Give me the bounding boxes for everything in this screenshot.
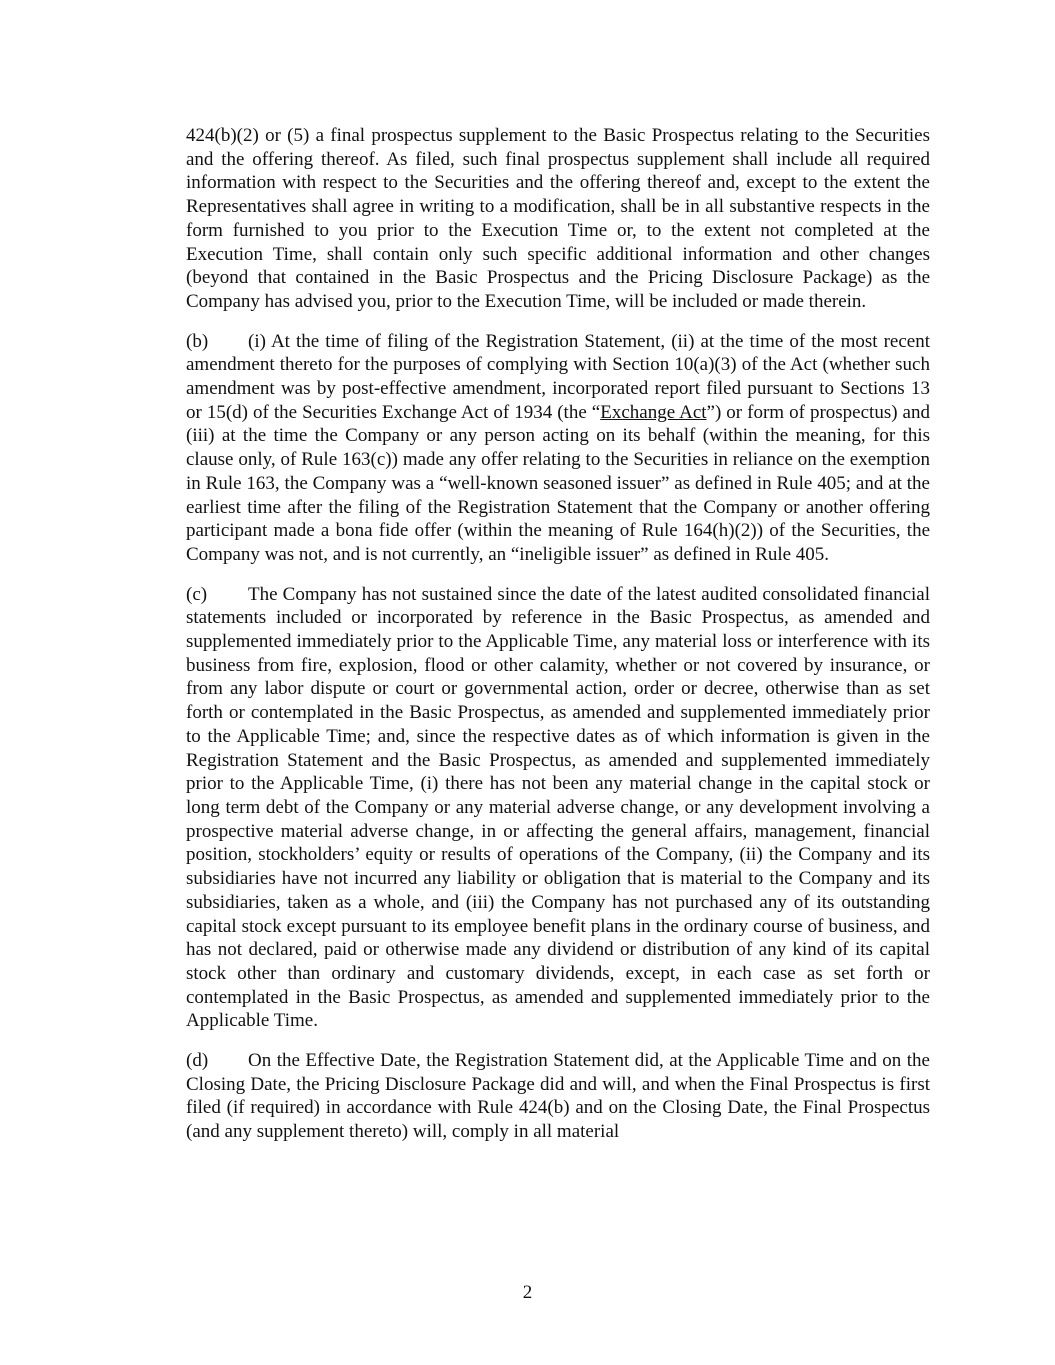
paragraph-label: (b)	[186, 330, 209, 352]
document-page-body	[186, 124, 930, 1160]
paragraph-text: The Company has not sustained since the date of the latest audited consolidated financial statements included or incorporated by reference in the Basic Prospectus, as amended and supplemented immediately prior to the Applicable Time, any material loss or interference with its business from fire, explosion, flood or other calamity, whether or not covered by insurance, or from any labor dispute or court or governmental action, order or decree, otherwise than as set forth or contemplated in the Basic Prospectus, as amended and supplemented immediately prior to the Applicable Time; and, since the respective dates as of which information is given in the Registration Statement and the Basic Prospectus, as amended and supplemented immediately prior to the Applicable Time, (i) there has not been any material change in the capital stock or long term debt of the Company or any material adverse change, or any development involving a prospective material adverse change, in or affecting the general affairs, management, financial position, stockholders’ equity or results of operations of the Company, (ii) the Company and its subsidiaries have not incurred any liability or obligation that is material to the Company and its subsidiaries, taken as a whole, and (iii) the Company has not purchased any of its outstanding capital stock except pursuant to its employee benefit plans in the ordinary course of business, and has not declared, paid or otherwise made any dividend or distribution of any kind of its capital stock other than ordinary and customary dividends, except, in each case as set forth or contemplated in the Basic Prospectus, as amended and supplemented immediately prior to the Applicable Time.	[186, 583, 930, 1032]
paragraph-label: (c)	[186, 583, 208, 605]
paragraph-text-part-2: ”) or form of prospectus) and (iii) at the time the Company or any person acting on its behalf (within the meaning, for this clause only, of Rule 163(c)) made any offer relating to the Securities in reliance on the exemption in Rule 163, the Company was a “well-known seasoned issuer” as defined in Rule 405; and at the earliest time after the filing of the Registration Statement that the Company or another offering participant made a bona fide offer (within the meaning of Rule 164(h)(2)) of the Securities, the Company was not, and is not currently, an “ineligible issuer” as defined in Rule 405.	[186, 401, 930, 565]
paragraph-label: (d)	[186, 1050, 209, 1072]
paragraph-continuation	[186, 124, 930, 314]
defined-term-exchange-act: Exchange Act	[600, 401, 707, 423]
paragraph-text: 424(b)(2) or (5) a final prospectus supplement to the Basic Prospectus relating to the Securities and the offering thereof. As filed, such final prospectus supplement shall include all required information with respect to the Securities and the offering thereof and, except to the extent the Representatives shall agree in writing to a modification, shall be in all substantive respects in the form furnished to you prior to the Execution Time or, to the extent not completed at the Execution Time, shall contain only such specific additional information and other changes (beyond that contained in the Basic Prospectus and the Pricing Disclosure Package) as the Company has advised you, prior to the Execution Time, will be included or made therein.	[186, 125, 930, 312]
paragraph-text-part-1: (i) At the time of filing of the Registration Statement, (ii) at the time of the most recent amendment thereto for the purposes of complying with Section 10(a)(3) of the Act (whether such amendment was by post-effective amendment, incorporated report filed pursuant to Sections 13 or 15(d) of the Securities Exchange Act of 1934 (the “	[186, 330, 930, 423]
paragraph-d	[186, 1049, 930, 1144]
paragraph-c	[186, 583, 930, 1033]
paragraph-text: On the Effective Date, the Registration Statement did, at the Applicable Time and on the Closing Date, the Pricing Disclosure Package did and will, and when the Final Prospectus is first filed (if required) in accordance with Rule 424(b) and on the Closing Date, the Final Prospectus (and any supplement thereto) will, comply in all material	[186, 1050, 930, 1143]
paragraph-b	[186, 330, 930, 567]
page-number: 2	[522, 1282, 533, 1303]
